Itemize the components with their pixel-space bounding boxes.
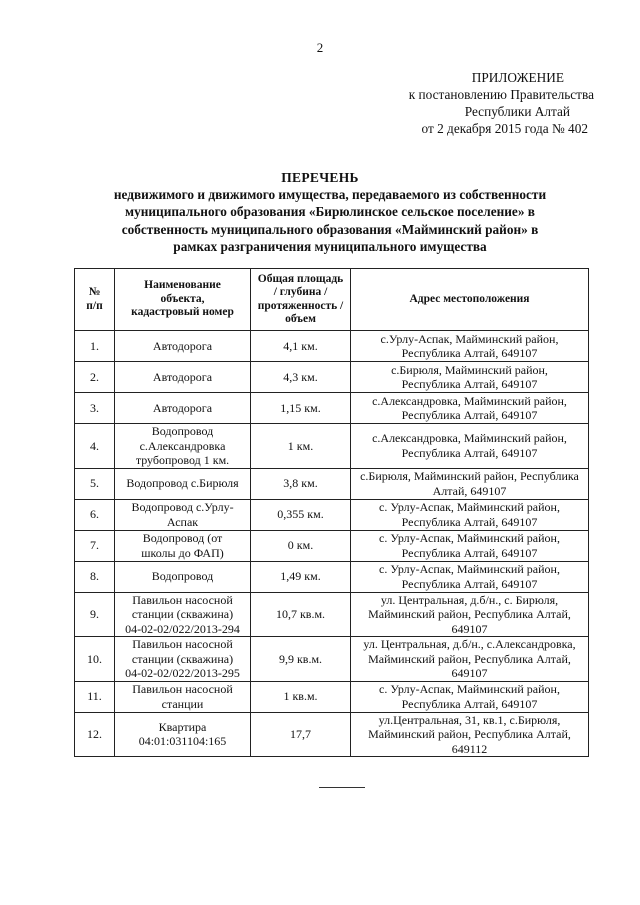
- table-row: [75, 561, 589, 592]
- cell-address: [351, 499, 589, 530]
- cell-name-line: Аспак: [166, 514, 199, 529]
- appendix-block: [356, 69, 620, 137]
- cell-address-line: с.Урлу-Аспак, Майминский район,: [380, 331, 559, 346]
- page-number: 2: [316, 40, 324, 55]
- cell-address-line: с. Урлу-Аспак, Майминский район,: [379, 682, 560, 696]
- cell-name-line: станции (скважина): [131, 607, 234, 621]
- cell-address-line: ул. Центральная, д.б/н., с.Александровка,: [363, 637, 576, 651]
- cell-address: [351, 362, 589, 393]
- cell-name: [115, 424, 251, 469]
- table-header-row: [75, 269, 589, 331]
- cell-address-line: Республика Алтай, 649107: [401, 545, 538, 560]
- cell-address: [351, 561, 589, 592]
- cell-name: [115, 468, 251, 499]
- cell-name: [115, 712, 251, 757]
- cell-address-line: Республика Алтай, 649107: [401, 576, 538, 591]
- cell-name: [115, 499, 251, 530]
- cell-number: 10.: [75, 637, 115, 682]
- table-body: [75, 331, 589, 757]
- cell-number: 11.: [75, 681, 115, 712]
- property-table: [74, 268, 589, 757]
- cell-name-line: Автодорога: [152, 338, 213, 353]
- cell-name-line: Павильон насосной: [132, 682, 233, 696]
- cell-address-line: с.Бирюля, Майминский район,: [391, 362, 548, 377]
- cell-number: 5.: [75, 468, 115, 499]
- header-name: Наименование объекта, кадастровый номер: [115, 269, 251, 331]
- cell-address-line: Майминский район, Республика Алтай,: [368, 727, 571, 741]
- table-row: [75, 393, 589, 424]
- cell-area: 10,7 кв.м.: [251, 592, 351, 637]
- cell-address: [351, 393, 589, 424]
- cell-address: [351, 681, 589, 712]
- appendix-line-3: от 2 декабря 2015 года № 402: [421, 121, 588, 136]
- header-number: № п/п: [75, 269, 115, 331]
- cell-address-line: Республика Алтай, 649107: [401, 445, 538, 460]
- cell-address-line: с. Урлу-Аспак, Майминский район,: [379, 500, 560, 514]
- table-row: [75, 499, 589, 530]
- cell-number: 4.: [75, 424, 115, 469]
- cell-number: 1.: [75, 331, 115, 362]
- cell-address-line: Майминский район, Республика Алтай,: [368, 651, 571, 666]
- cell-name: [115, 592, 251, 637]
- cell-name: [115, 530, 251, 561]
- table-row: [75, 530, 589, 561]
- cell-name-line: Автодорога: [152, 369, 213, 384]
- cell-address-line: Республика Алтай, 649107: [401, 377, 538, 391]
- cell-number: 3.: [75, 393, 115, 424]
- table-row: [75, 362, 589, 393]
- cell-address-line: Республика Алтай, 649107: [401, 514, 538, 529]
- cell-number: 2.: [75, 362, 115, 393]
- cell-address-line: с.Бирюля, Майминский район, Республика: [360, 469, 579, 483]
- cell-name: [115, 681, 251, 712]
- cell-address-line: Республика Алтай, 649107: [401, 346, 538, 360]
- table-row: [75, 331, 589, 362]
- cell-area: 0,355 км.: [251, 499, 351, 530]
- cell-address-line: с. Урлу-Аспак, Майминский район,: [379, 562, 560, 576]
- cell-area: 1,49 км.: [251, 561, 351, 592]
- cell-name-line: Водопровод (от: [142, 531, 223, 545]
- cell-area: 17,7: [251, 712, 351, 757]
- appendix-title: ПРИЛОЖЕНИЕ: [471, 70, 564, 85]
- cell-number: 6.: [75, 499, 115, 530]
- cell-name-line: школы до ФАП): [141, 545, 224, 560]
- subtitle-line: собственность муниципального образования «Майминский район» в: [121, 221, 539, 237]
- cell-name: [115, 637, 251, 682]
- cell-name-line: Павильон насосной: [132, 592, 233, 607]
- cell-name-line: Водопровод: [151, 569, 214, 584]
- header-address: Адрес местоположения: [351, 269, 589, 331]
- cell-number: 7.: [75, 530, 115, 561]
- cell-area: 1 км.: [251, 424, 351, 469]
- header-area: Общая площадь / глубина / протяженность / объем: [251, 269, 351, 331]
- cell-area: 4,3 км.: [251, 362, 351, 393]
- cell-name-line: станции: [161, 696, 204, 711]
- cell-name-line: Водопровод: [151, 424, 214, 438]
- cell-address: [351, 592, 589, 637]
- table-row: [75, 424, 589, 469]
- cell-number: 8.: [75, 561, 115, 592]
- cell-name-line: 04-02-02/022/2013-295: [125, 666, 240, 680]
- cell-address-line: Алтай, 649107: [432, 483, 507, 498]
- cell-address: [351, 468, 589, 499]
- cell-address-line: 649107: [451, 621, 488, 636]
- table-row: [75, 468, 589, 499]
- cell-area: 1,15 км.: [251, 393, 351, 424]
- cell-area: 4,1 км.: [251, 331, 351, 362]
- subtitle-line: рамках разграничения муниципального имущества: [173, 238, 487, 254]
- cell-address: [351, 637, 589, 682]
- cell-name-line: Водопровод с.Урлу-: [131, 500, 234, 514]
- cell-address-line: с.Александровка, Майминский район,: [372, 393, 567, 408]
- cell-address-line: ул. Центральная, д.б/н., с. Бирюля,: [380, 592, 559, 607]
- cell-name-line: трубопровод 1 км.: [135, 453, 230, 467]
- cell-address-line: ул.Центральная, 31, кв.1, с.Бирюля,: [378, 712, 561, 727]
- cell-area: 9,9 кв.м.: [251, 637, 351, 682]
- cell-address-line: Республика Алтай, 649107: [401, 408, 538, 422]
- cell-address-line: 649107: [451, 666, 488, 680]
- cell-area: 3,8 км.: [251, 468, 351, 499]
- cell-address-line: Республика Алтай, 649107: [401, 696, 538, 711]
- cell-name-line: 04:01:031104:165: [138, 734, 227, 749]
- table-row: [75, 592, 589, 637]
- cell-name-line: станции (скважина): [131, 651, 234, 666]
- table-row: [75, 681, 589, 712]
- cell-address-line: с. Урлу-Аспак, Майминский район,: [379, 531, 560, 545]
- subtitle-line: недвижимого и движимого имущества, передаваемого из собственности: [113, 187, 547, 202]
- cell-name-line: с.Александровка: [139, 438, 226, 453]
- cell-address: [351, 712, 589, 757]
- cell-name: [115, 561, 251, 592]
- cell-address: [351, 424, 589, 469]
- cell-area: 0 км.: [251, 530, 351, 561]
- table-row: [75, 637, 589, 682]
- cell-address-line: с.Александровка, Майминский район,: [372, 431, 567, 446]
- document-subtitle: [70, 186, 590, 255]
- separator-line: [319, 787, 365, 788]
- cell-name-line: Квартира: [158, 719, 207, 734]
- cell-name: [115, 362, 251, 393]
- cell-address-line: Майминский район, Республика Алтай,: [368, 607, 571, 621]
- cell-name: [115, 393, 251, 424]
- cell-number: 9.: [75, 592, 115, 637]
- appendix-line-2: Республики Алтай: [464, 104, 570, 119]
- cell-name-line: 04-02-02/022/2013-294: [125, 621, 240, 636]
- cell-address-line: 649112: [451, 741, 488, 756]
- cell-area: 1 кв.м.: [251, 681, 351, 712]
- cell-address: [351, 331, 589, 362]
- cell-name: [115, 331, 251, 362]
- cell-address: [351, 530, 589, 561]
- cell-name-line: Павильон насосной: [132, 637, 233, 651]
- cell-name-line: Водопровод с.Бирюля: [126, 476, 239, 491]
- appendix-line-1: к постановлению Правительства: [408, 87, 594, 102]
- cell-name-line: Автодорога: [152, 400, 213, 415]
- table-row: [75, 712, 589, 757]
- subtitle-line: муниципального образования «Бирюлинское сельское поселение» в: [125, 204, 535, 220]
- document-title: ПЕРЕЧЕНЬ: [281, 170, 359, 185]
- cell-number: 12.: [75, 712, 115, 757]
